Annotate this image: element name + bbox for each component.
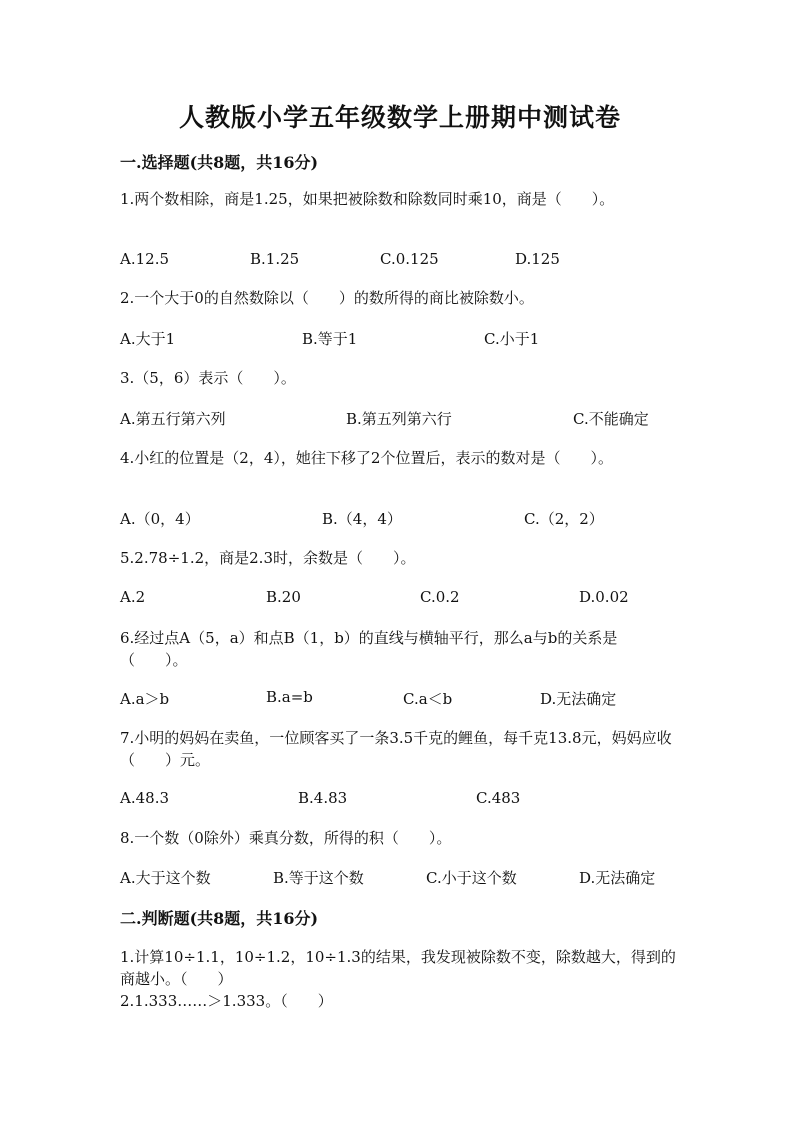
q7-option-a: A.48.3 [120, 789, 169, 807]
q4-option-c: C.（2，2） [524, 510, 604, 528]
q5-option-d: D.0.02 [579, 588, 629, 606]
q2-option-a: A.大于1 [120, 330, 176, 348]
question-5: 5.2.78÷1.2，商是2.3时，余数是（ ）。 [120, 549, 416, 567]
q8-option-b: B.等于这个数 [273, 869, 364, 887]
section-heading-judge: 二.判断题(共8题，共16分) [120, 909, 319, 928]
question-8: 8.一个数（0除外）乘真分数，所得的积（ ）。 [120, 829, 452, 847]
q6-option-c: C.a＜b [403, 690, 453, 708]
q6-option-b: B.a=b [266, 688, 313, 706]
question-3: 3.（5，6）表示（ ）。 [120, 369, 296, 387]
q8-option-a: A.大于这个数 [120, 869, 211, 887]
q1-option-b: B.1.25 [250, 250, 300, 268]
q2-option-b: B.等于1 [302, 330, 358, 348]
q5-option-a: A.2 [120, 588, 146, 606]
q6-option-a: A.a＞b [120, 690, 170, 708]
q4-option-b: B.（4，4） [322, 510, 402, 528]
q8-option-c: C.小于这个数 [426, 869, 517, 887]
q4-option-a: A.（0，4） [120, 510, 200, 528]
q1-option-c: C.0.125 [380, 250, 439, 268]
judge-question-2: 2.1.333……＞1.333。（ ） [120, 992, 333, 1010]
question-7: 7.小明的妈妈在卖鱼，一位顾客买了一条3.5千克的鲤鱼，每千克13.8元，妈妈应收（ ）元。 [120, 729, 672, 769]
q3-option-c: C.不能确定 [573, 410, 649, 428]
q7-option-c: C.483 [476, 789, 521, 807]
judge-question-1: 1.计算10÷1.1，10÷1.2，10÷1.3的结果，我发现被除数不变，除数越大，得到的商越小。（ ） [120, 948, 676, 988]
section-heading-choice: 一.选择题(共8题，共16分) [120, 153, 319, 172]
question-6: 6.经过点A（5，a）和点B（1，b）的直线与横轴平行，那么a与b的关系是（ ）。 [120, 629, 618, 669]
page-title: 人教版小学五年级数学上册期中测试卷 [178, 103, 621, 132]
question-2: 2.一个大于0的自然数除以（ ）的数所得的商比被除数小。 [120, 289, 534, 307]
q1-option-d: D.125 [515, 250, 560, 268]
q5-option-b: B.20 [266, 588, 301, 606]
q6-option-d: D.无法确定 [540, 690, 617, 708]
q3-option-b: B.第五列第六行 [346, 410, 452, 428]
q5-option-c: C.0.2 [420, 588, 460, 606]
question-1: 1.两个数相除，商是1.25，如果把被除数和除数同时乘10，商是（ ）。 [120, 190, 615, 208]
q2-option-c: C.小于1 [484, 330, 540, 348]
q3-option-a: A.第五行第六列 [120, 410, 226, 428]
q1-option-a: A.12.5 [120, 250, 169, 268]
question-4: 4.小红的位置是（2，4），她往下移了2个位置后，表示的数对是（ ）。 [120, 449, 613, 467]
q7-option-b: B.4.83 [298, 789, 348, 807]
q8-option-d: D.无法确定 [579, 869, 656, 887]
